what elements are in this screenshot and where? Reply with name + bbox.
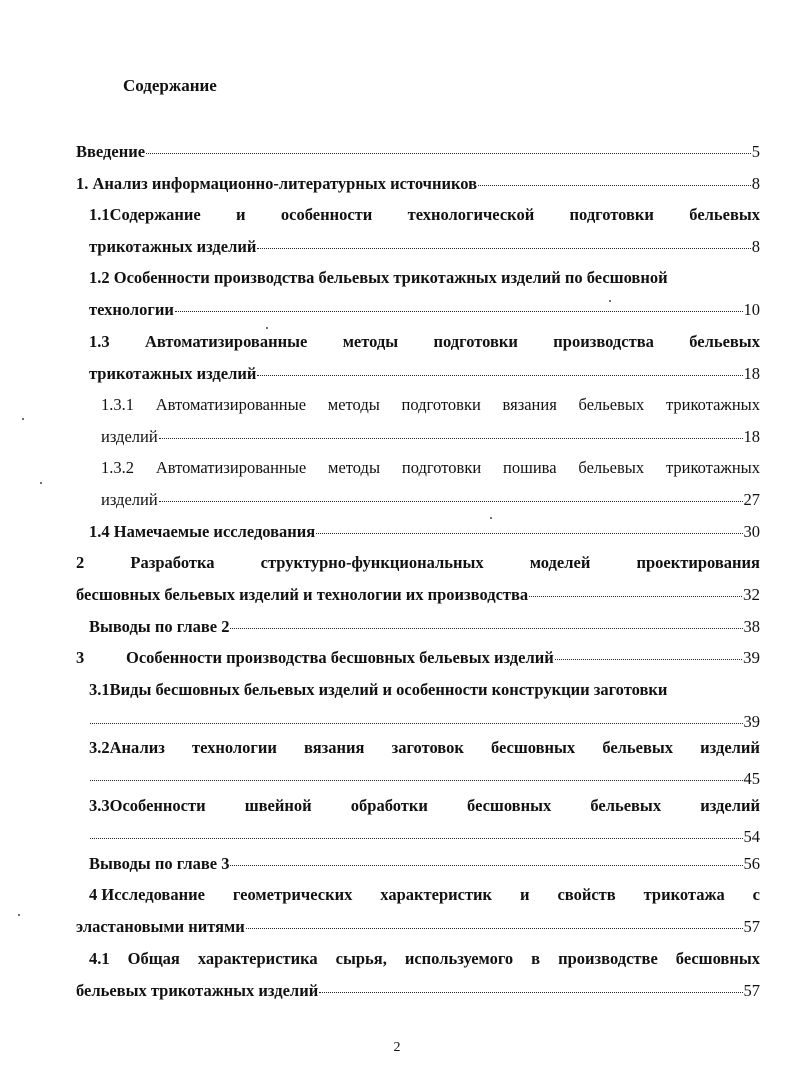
dot-leader	[555, 659, 742, 660]
toc-word: характеристик	[380, 885, 493, 904]
toc-word: швейной	[244, 796, 312, 815]
toc-entry-conclusions-2[interactable]	[89, 616, 760, 638]
toc-word: изделий	[700, 738, 760, 757]
toc-word: 4 Исследование	[89, 885, 205, 904]
toc-page-number: 57	[743, 917, 760, 936]
toc-entry-chapter-4-line2[interactable]	[76, 916, 760, 938]
toc-word: 1.3	[89, 332, 110, 351]
toc-page-number: 10	[743, 300, 760, 319]
toc-word: моделей	[529, 553, 591, 572]
toc-word: с	[752, 885, 760, 904]
dot-leader	[319, 992, 742, 993]
toc-chapter-number: 3	[76, 648, 85, 667]
toc-entry-text: Введение	[76, 142, 146, 161]
toc-entry-text: 3.1Виды бесшовных бельевых изделий и особенности конструкции заготовки	[89, 680, 668, 699]
toc-entry-chapter-2-line1[interactable]	[76, 552, 760, 574]
toc-word: методы	[342, 332, 399, 351]
toc-page-number: 32	[743, 585, 760, 604]
toc-word: структурно-функциональных	[260, 553, 484, 572]
toc-word: и	[520, 885, 530, 904]
toc-entry-1-3-line1[interactable]	[89, 331, 760, 353]
dot-leader	[175, 311, 743, 312]
toc-entry-chapter-2-line2[interactable]	[76, 584, 760, 606]
toc-page-number: 56	[743, 854, 760, 873]
toc-entry-text: бельевых трикотажных изделий	[76, 981, 319, 1000]
dot-leader	[90, 723, 743, 724]
toc-entry-1-3-line2[interactable]	[89, 363, 760, 385]
toc-entry-text: 1.3.1 Автоматизированные методы подготовки вязания бельевых трикотажных	[101, 395, 760, 414]
toc-word: бельевых	[689, 205, 760, 224]
toc-page-number: 8	[751, 237, 760, 256]
toc-entry-chapter-4-line1[interactable]	[89, 884, 760, 906]
toc-page-number: 27	[743, 490, 760, 509]
toc-word: технологической	[407, 205, 535, 224]
toc-page-number: 54	[743, 827, 760, 846]
toc-entry-text: 1.4 Намечаемые исследования	[89, 522, 316, 541]
toc-page-number: 18	[743, 364, 760, 383]
toc-word: 3.3Особенности	[89, 796, 206, 815]
toc-entry-text: 1.2 Особенности производства бельевых трикотажных изделий по бесшовной	[89, 268, 668, 287]
toc-entry-3-2-line2[interactable]	[89, 768, 760, 790]
toc-word: бельевых	[590, 796, 662, 815]
toc-word: изделий	[700, 796, 760, 815]
toc-word: подготовки	[433, 332, 518, 351]
toc-entry-intro[interactable]	[76, 141, 760, 163]
page-number: 2	[393, 1040, 401, 1055]
toc-entry-3-1-line1[interactable]	[89, 679, 760, 701]
page-title: Содержание	[123, 76, 217, 95]
scan-speck	[609, 300, 611, 302]
toc-word: Автоматизированные	[144, 332, 308, 351]
toc-entry-text: Особенности производства бесшовных бельевых изделий	[126, 648, 554, 667]
toc-entry-conclusions-3[interactable]	[89, 853, 760, 875]
dot-leader	[529, 596, 742, 597]
toc-page-number: 39	[743, 648, 760, 667]
toc-word: Разработка	[130, 553, 215, 572]
scan-speck	[40, 482, 42, 484]
toc-entry-text: Выводы по главе 3	[89, 854, 230, 873]
toc-page-number: 5	[751, 142, 760, 161]
toc-entry-1-1-line2[interactable]	[89, 236, 760, 258]
toc-word: 1.1Содержание	[89, 205, 201, 224]
toc-entry-chapter-3[interactable]	[76, 647, 760, 669]
toc-entry-1-2-line1[interactable]	[89, 267, 760, 289]
toc-entry-3-1-line2[interactable]	[89, 711, 760, 733]
dot-leader	[257, 375, 742, 376]
toc-entry-text: эластановыми нитями	[76, 917, 245, 936]
toc-entry-1-3-2-line2[interactable]	[101, 489, 760, 511]
scan-speck	[266, 327, 268, 329]
toc-entry-4-1-line1[interactable]	[89, 948, 760, 970]
toc-entry-text: изделий	[101, 490, 158, 509]
toc-word: геометрических	[232, 885, 353, 904]
toc-word: бесшовных	[490, 738, 576, 757]
toc-entry-4-1-line2[interactable]	[76, 980, 760, 1002]
toc-entry-text: 1.3.2 Автоматизированные методы подготовки пошива бельевых трикотажных	[101, 458, 760, 477]
toc-entry-1-4[interactable]	[89, 521, 760, 543]
toc-entry-text: бесшовных бельевых изделий и технологии их производства	[76, 585, 529, 604]
toc-word: вязания	[304, 738, 365, 757]
dot-leader	[230, 865, 742, 866]
toc-word: и	[236, 205, 246, 224]
dot-leader	[159, 501, 743, 502]
toc-entry-1-2-line2[interactable]	[89, 299, 760, 321]
dot-leader	[478, 185, 751, 186]
toc-word: проектирования	[636, 553, 760, 572]
scan-speck	[490, 517, 492, 519]
toc-entry-1-1-line1[interactable]	[89, 204, 760, 226]
toc-entry-1-3-1-line2[interactable]	[101, 426, 760, 448]
toc-page-number: 8	[751, 174, 760, 193]
dot-leader	[159, 438, 743, 439]
toc-page-number: 45	[743, 769, 760, 788]
toc-word: подготовки	[569, 205, 654, 224]
toc-entry-text: трикотажных изделий	[89, 364, 257, 383]
toc-entry-3-2-line1[interactable]	[89, 737, 760, 759]
toc-page-number: 18	[743, 427, 760, 446]
toc-entry-1-3-2-line1[interactable]	[101, 457, 760, 479]
dot-leader	[246, 928, 743, 929]
toc-page-number: 38	[743, 617, 760, 636]
toc-entry-text: Выводы по главе 2	[89, 617, 230, 636]
scan-speck	[18, 914, 20, 916]
toc-entry-text: трикотажных изделий	[89, 237, 257, 256]
toc-word: трикотажа	[643, 885, 725, 904]
toc-word: бельевых	[689, 332, 760, 351]
toc-page-number: 30	[743, 522, 760, 541]
toc-word: 2	[76, 553, 85, 572]
toc-entry-text: 1. Анализ информационно-литературных источников	[76, 174, 478, 193]
toc-word: обработки	[350, 796, 428, 815]
toc-word: свойств	[557, 885, 616, 904]
toc-entry-chapter-1[interactable]	[76, 173, 760, 195]
toc-word: 3.2Анализ	[89, 738, 165, 757]
dot-leader	[90, 838, 743, 839]
toc-entry-text: изделий	[101, 427, 158, 446]
toc-entry-1-3-1-line1[interactable]	[101, 394, 760, 416]
toc-entry-3-3-line2[interactable]	[89, 826, 760, 848]
toc-entry-text: технологии	[89, 300, 174, 319]
toc-page-number: 57	[743, 981, 760, 1000]
scan-speck	[22, 418, 24, 420]
toc-word: заготовок	[391, 738, 464, 757]
dot-leader	[257, 248, 750, 249]
dot-leader	[230, 628, 742, 629]
toc-word: бельевых	[602, 738, 674, 757]
dot-leader	[316, 533, 742, 534]
toc-entry-3-3-line1[interactable]	[89, 795, 760, 817]
dot-leader	[90, 780, 743, 781]
toc-word: производства	[553, 332, 654, 351]
toc-page-number: 39	[743, 712, 760, 731]
toc-entry-text: 4.1 Общая характеристика сырья, используемого в производстве бесшовных	[89, 949, 760, 968]
toc-word: технологии	[191, 738, 277, 757]
dot-leader	[146, 153, 751, 154]
toc-word: особенности	[280, 205, 373, 224]
toc-word: бесшовных	[467, 796, 552, 815]
